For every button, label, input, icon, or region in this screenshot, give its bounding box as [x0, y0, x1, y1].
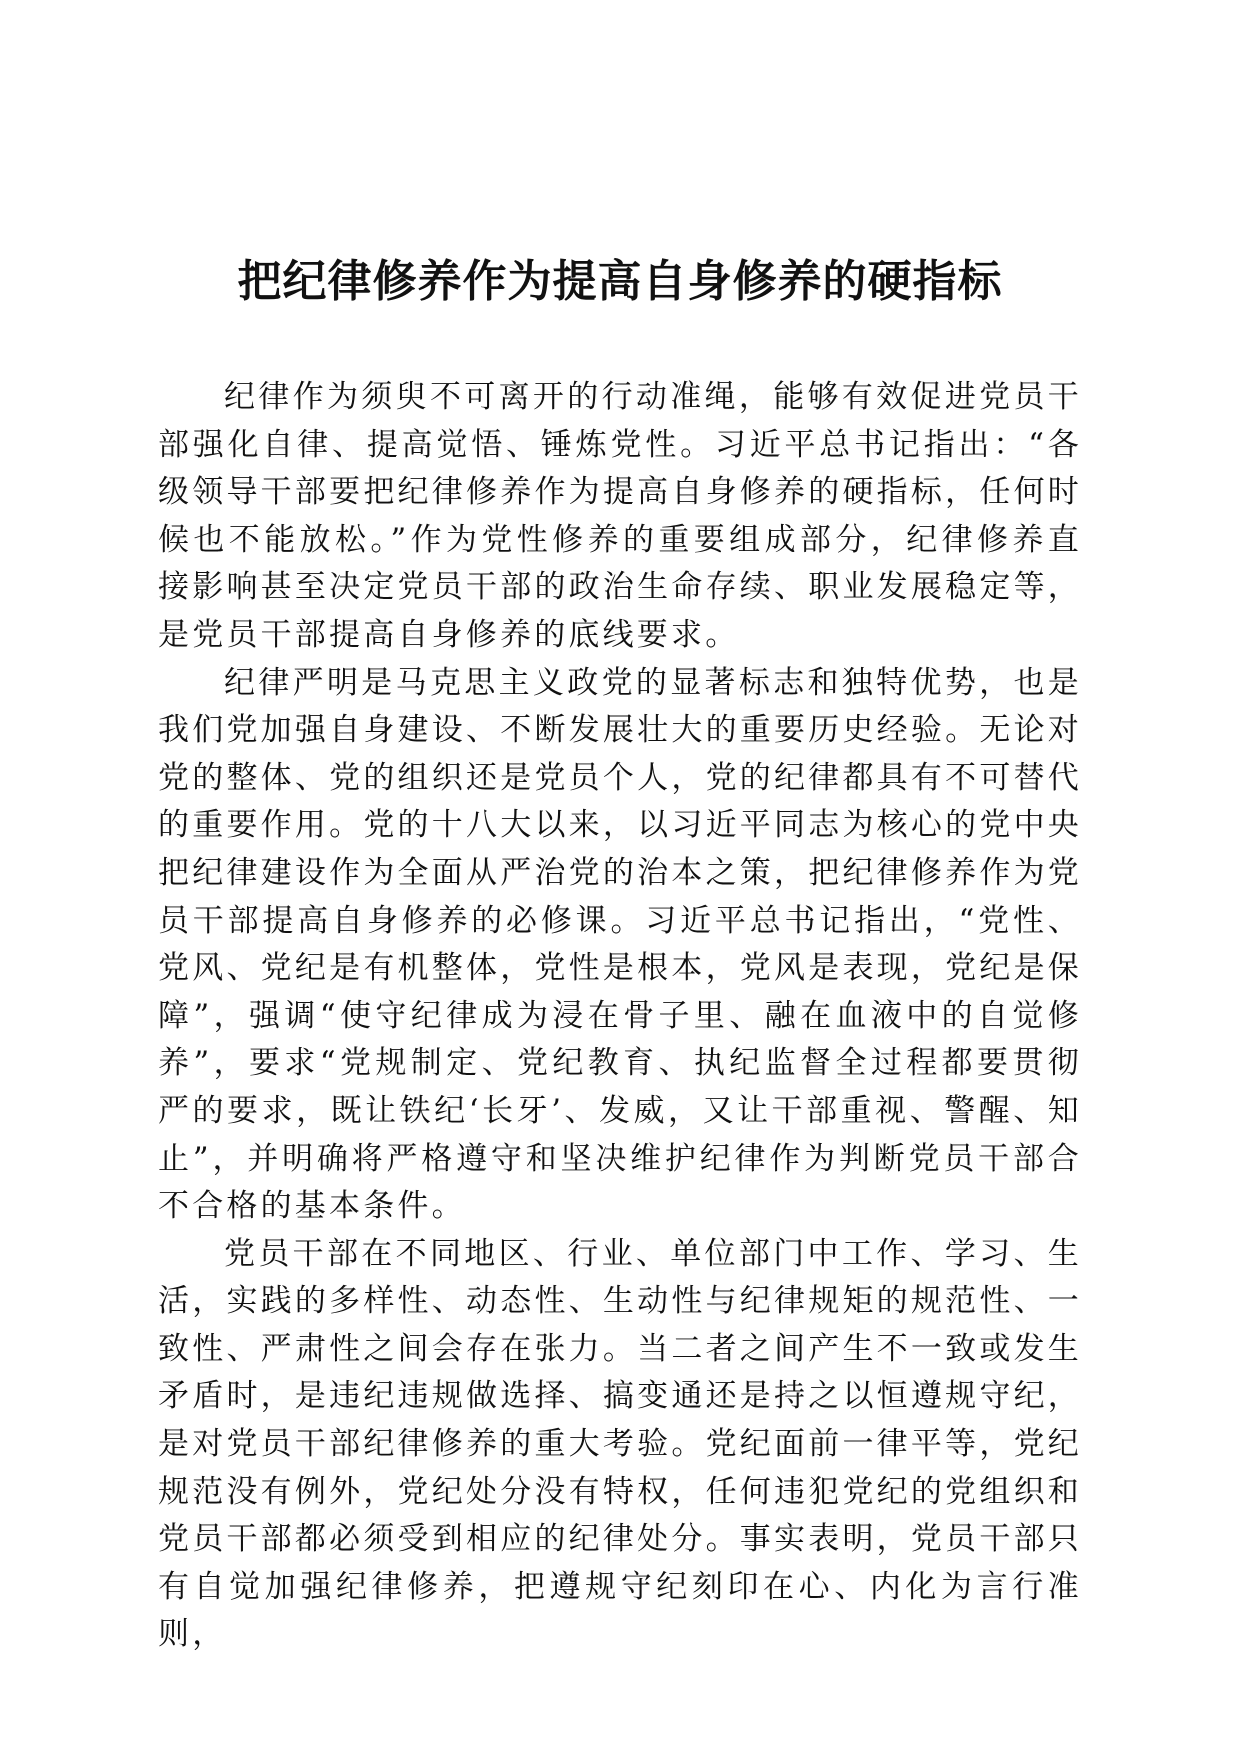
paragraph-2: 纪律严明是马克思主义政党的显著标志和独特优势，也是我们党加强自身建设、不断发展壮大的重要历史经验。无论对党的整体、党的组织还是党员个人，党的纪律都具有不可替代的重要作用。党的十八大以来，以习近平同志为核心的党中央把纪律建设作为全面从严治党的治本之策，把纪律修养作为党员干部提高自身修养的必修课。习近平总书记指出，“党性、党风、党纪是有机整体，党性是根本，党风是表现，党纪是保障”，强调“使守纪律成为浸在骨子里、融在血液中的自觉修养”，要求“党规制定、党纪教育、执纪监督全过程都要贯彻严的要求，既让铁纪‘长牙’、发威，又让干部重视、警醒、知止”，并明确将严格遵守和坚决维护纪律作为判断党员干部合不合格的基本条件。 — [158, 664, 1082, 1225]
paragraph-1: 纪律作为须臾不可离开的行动准绳，能够有效促进党员干部强化自律、提高觉悟、锤炼党性。习近平总书记指出：“各级领导干部要把纪律修养作为提高自身修养的硬指标，任何时候也不能放松。”作为党性修养的重要组成部分，纪律修养直接影响甚至决定党员干部的政治生命存续、职业发展稳定等，是党员干部提高自身修养的底线要求。 — [158, 379, 1082, 653]
document-body — [158, 374, 1082, 1659]
document-title: 把纪律修养作为提高自身修养的硬指标 — [237, 256, 1003, 307]
paragraph-3: 党员干部在不同地区、行业、单位部门中工作、学习、生活，实践的多样性、动态性、生动性与纪律规矩的规范性、一致性、严肃性之间会存在张力。当二者之间产生不一致或发生矛盾时，是违纪违规做选择、搞变通还是持之以恒遵规守纪，是对党员干部纪律修养的重大考验。党纪面前一律平等，党纪规范没有例外，党纪处分没有特权，任何违犯党纪的党组织和党员干部都必须受到相应的纪律处分。事实表明，党员干部只有自觉加强纪律修养，把遵规守纪刻印在心、内化为言行准则， — [158, 1235, 1082, 1653]
